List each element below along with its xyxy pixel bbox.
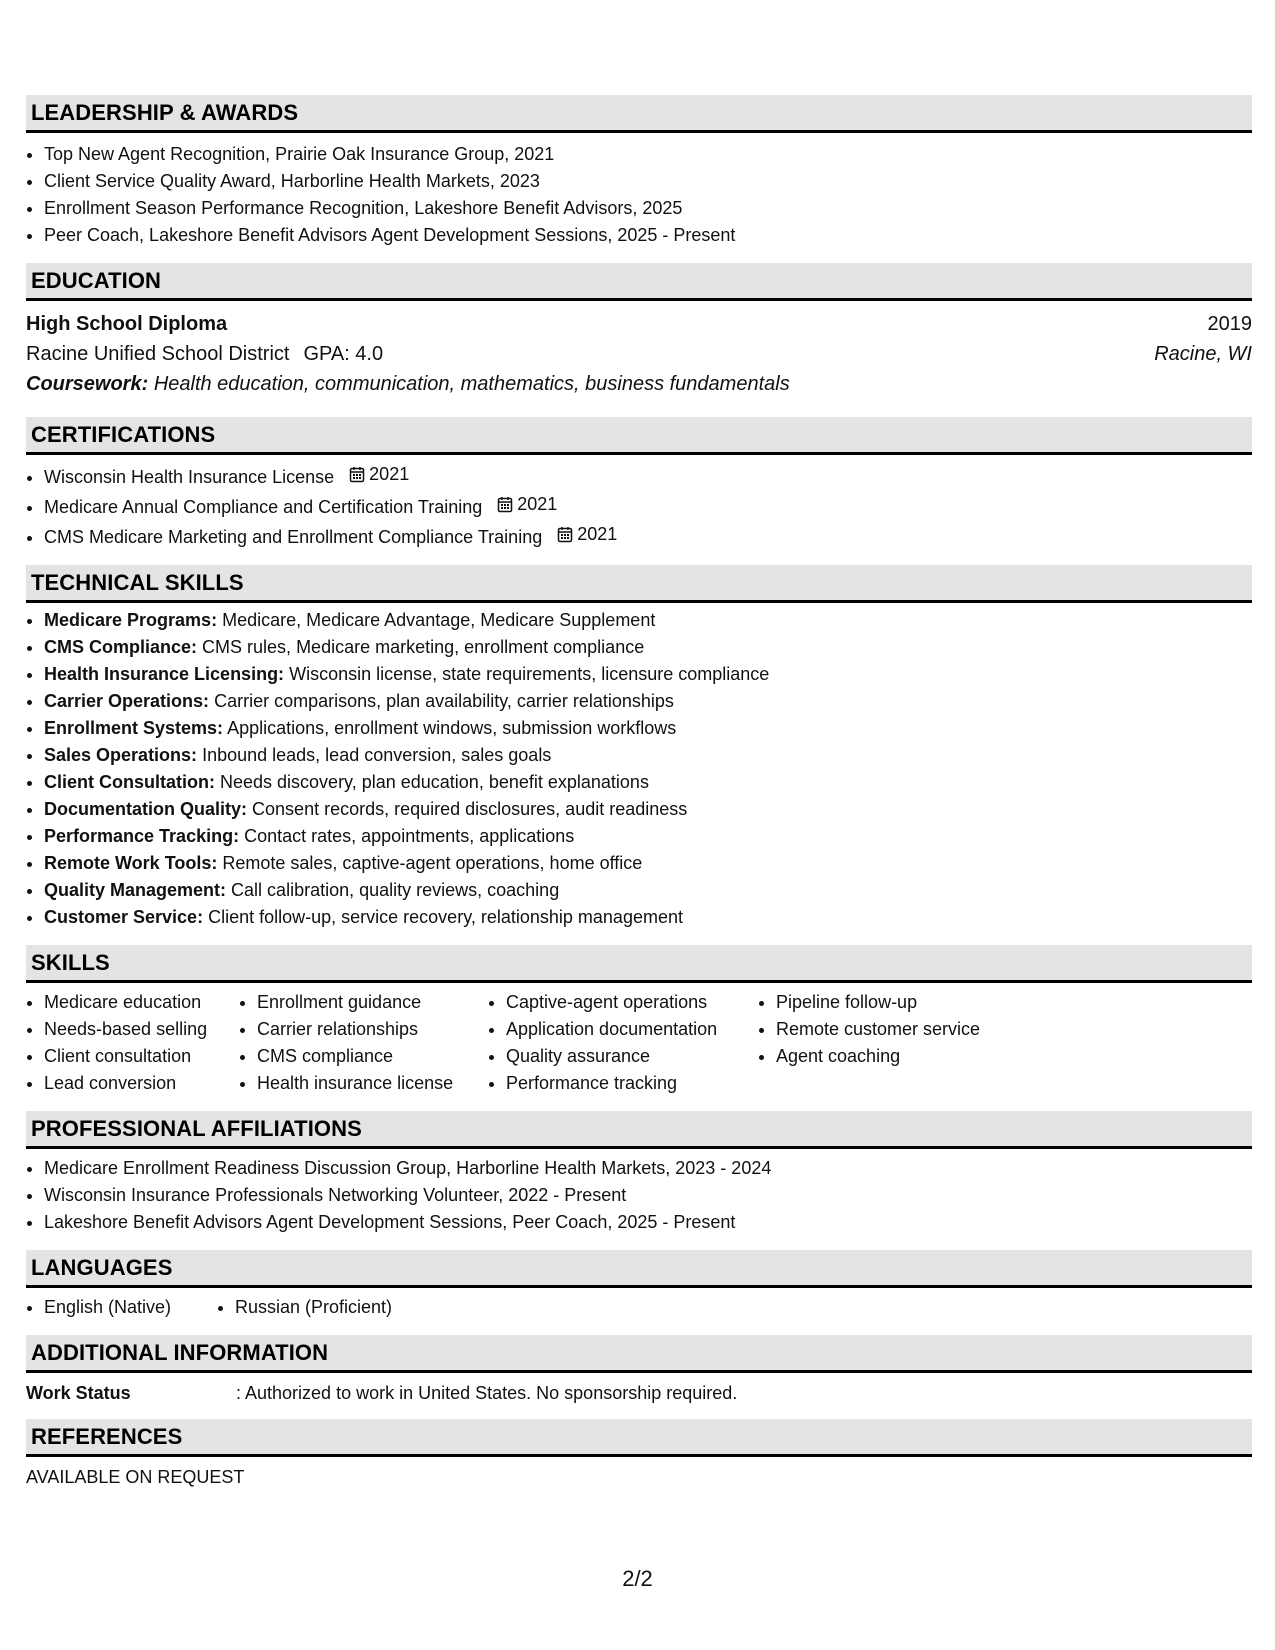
list-item: • Pipeline follow-up: [776, 989, 1036, 1016]
cert-name: Medicare Annual Compliance and Certification Training: [44, 497, 483, 517]
skill-category: Enrollment Systems:: [44, 718, 224, 738]
skill-detail: CMS rules, Medicare marketing, enrollment compliance: [202, 637, 645, 657]
affiliations-list: [26, 1155, 1252, 1236]
resume-page: [26, 95, 1252, 1503]
list-item: [44, 823, 1252, 850]
section-header-affiliations: PROFESSIONAL AFFILIATIONS: [26, 1111, 1252, 1149]
graduation-year: 2019: [1207, 313, 1252, 335]
page-number: 2/2: [622, 1566, 653, 1591]
languages-column: [26, 1294, 217, 1321]
list-item: • Client Service Quality Award, Harborline Health Markets, 2023: [44, 168, 1252, 195]
skill-detail: Client follow-up, service recovery, relationship management: [208, 907, 683, 927]
skill-detail: Remote sales, captive-agent operations, home office: [222, 853, 643, 873]
section-header-education: EDUCATION: [26, 263, 1252, 301]
list-item: • Carrier relationships: [257, 1016, 488, 1043]
list-item: • Russian (Proficient): [235, 1294, 392, 1321]
skill-category: Documentation Quality:: [44, 799, 248, 819]
skill-category: Sales Operations:: [44, 745, 198, 765]
calendar-icon: [557, 526, 573, 543]
list-item: • Lakeshore Benefit Advisors Agent Development Sessions, Peer Coach, 2025 - Present: [44, 1209, 1252, 1236]
list-item: [44, 850, 1252, 877]
list-item: [44, 634, 1252, 661]
work-status-value: : Authorized to work in United States. No sponsorship required.: [236, 1383, 738, 1403]
list-item: [44, 769, 1252, 796]
calendar-icon: [349, 466, 365, 483]
coursework-text: Health education, communication, mathematics, business fundamentals: [153, 373, 790, 395]
list-item: • CMS compliance: [257, 1043, 488, 1070]
coursework: [26, 369, 1252, 399]
list-item: [44, 715, 1252, 742]
awards-section: [26, 95, 1252, 249]
skill-category: Health Insurance Licensing:: [44, 664, 285, 684]
list-item: [44, 742, 1252, 769]
skill-category: Customer Service:: [44, 907, 204, 927]
cert-name: Wisconsin Health Insurance License: [44, 467, 335, 487]
cert-name: CMS Medicare Marketing and Enrollment Compliance Training: [44, 527, 543, 547]
list-item: • Wisconsin Insurance Professionals Networking Volunteer, 2022 - Present: [44, 1182, 1252, 1209]
skill-detail: Call calibration, quality reviews, coaching: [231, 880, 560, 900]
cert-year: 2021: [577, 524, 618, 544]
work-status-row: [26, 1381, 1252, 1405]
skill-category: Remote Work Tools:: [44, 853, 218, 873]
skill-category: Client Consultation:: [44, 772, 215, 792]
skill-detail: Applications, enrollment windows, submission workflows: [227, 718, 677, 738]
skills-column: [758, 989, 1036, 1097]
skill-detail: Needs discovery, plan education, benefit explanations: [220, 772, 649, 792]
list-item: • Application documentation: [506, 1016, 758, 1043]
cert-year: 2021: [369, 464, 410, 484]
skill-category: Carrier Operations:: [44, 691, 210, 711]
list-item: • Health insurance license: [257, 1070, 488, 1097]
awards-list: [26, 141, 1252, 249]
list-item: • Client consultation: [44, 1043, 239, 1070]
skills-section: [26, 945, 1252, 1097]
education-entry: [26, 301, 1252, 399]
list-item: [44, 688, 1252, 715]
school-location: Racine, WI: [1154, 343, 1252, 365]
list-item: • Medicare education: [44, 989, 239, 1016]
skill-category: Quality Management:: [44, 880, 227, 900]
skill-detail: Consent records, required disclosures, audit readiness: [252, 799, 688, 819]
skill-category: Medicare Programs:: [44, 610, 218, 630]
languages-row: [26, 1294, 1252, 1321]
section-header-skills: SKILLS: [26, 945, 1252, 983]
skill-detail: Carrier comparisons, plan availability, carrier relationships: [214, 691, 674, 711]
section-header-languages: LANGUAGES: [26, 1250, 1252, 1288]
school-name: Racine Unified School District: [26, 343, 290, 365]
list-item: [44, 521, 1252, 551]
coursework-label: Coursework:: [26, 373, 149, 395]
skills-column: [488, 989, 758, 1097]
technical-skills-list: [26, 607, 1252, 931]
list-item: [44, 796, 1252, 823]
skill-detail: Wisconsin license, state requirements, licensure compliance: [289, 664, 770, 684]
list-item: • English (Native): [44, 1294, 217, 1321]
list-item: • Quality assurance: [506, 1043, 758, 1070]
certifications-section: [26, 417, 1252, 551]
list-item: • Performance tracking: [506, 1070, 758, 1097]
languages-section: [26, 1250, 1252, 1321]
list-item: • Medicare Enrollment Readiness Discussion Group, Harborline Health Markets, 2023 - 2024: [44, 1155, 1252, 1182]
skills-column: [239, 989, 488, 1097]
list-item: [44, 904, 1252, 931]
affiliations-section: [26, 1111, 1252, 1236]
references-section: [26, 1419, 1252, 1489]
education-section: [26, 263, 1252, 399]
list-item: • Top New Agent Recognition, Prairie Oak Insurance Group, 2021: [44, 141, 1252, 168]
skill-detail: Contact rates, appointments, applications: [244, 826, 575, 846]
skill-category: CMS Compliance:: [44, 637, 198, 657]
skills-column: [26, 989, 239, 1097]
section-header-references: REFERENCES: [26, 1419, 1252, 1457]
list-item: • Peer Coach, Lakeshore Benefit Advisors Agent Development Sessions, 2025 - Present: [44, 222, 1252, 249]
list-item: • Captive-agent operations: [506, 989, 758, 1016]
list-item: • Needs-based selling: [44, 1016, 239, 1043]
list-item: • Agent coaching: [776, 1043, 1036, 1070]
section-header-technical-skills: TECHNICAL SKILLS: [26, 565, 1252, 603]
list-item: • Remote customer service: [776, 1016, 1036, 1043]
certifications-list: [26, 461, 1252, 551]
technical-skills-section: [26, 565, 1252, 931]
section-header-awards: LEADERSHIP & AWARDS: [26, 95, 1252, 133]
references-text: AVAILABLE ON REQUEST: [26, 1467, 245, 1487]
section-header-certifications: CERTIFICATIONS: [26, 417, 1252, 455]
calendar-icon: [497, 496, 513, 513]
list-item: [44, 461, 1252, 491]
list-item: [44, 661, 1252, 688]
skill-detail: Medicare, Medicare Advantage, Medicare Supplement: [222, 610, 656, 630]
skill-category: Performance Tracking:: [44, 826, 240, 846]
additional-info-section: [26, 1335, 1252, 1405]
list-item: • Enrollment guidance: [257, 989, 488, 1016]
list-item: • Lead conversion: [44, 1070, 239, 1097]
section-header-additional-info: ADDITIONAL INFORMATION: [26, 1335, 1252, 1373]
list-item: [44, 877, 1252, 904]
list-item: [44, 491, 1252, 521]
skill-detail: Inbound leads, lead conversion, sales goals: [202, 745, 552, 765]
skills-columns: [26, 989, 1252, 1097]
list-item: • Enrollment Season Performance Recognition, Lakeshore Benefit Advisors, 2025: [44, 195, 1252, 222]
languages-column: [217, 1294, 392, 1321]
cert-year: 2021: [517, 494, 558, 514]
list-item: [44, 607, 1252, 634]
gpa: GPA: 4.0: [303, 343, 384, 365]
work-status-label: Work Status: [26, 1383, 131, 1403]
degree: High School Diploma: [26, 313, 228, 335]
